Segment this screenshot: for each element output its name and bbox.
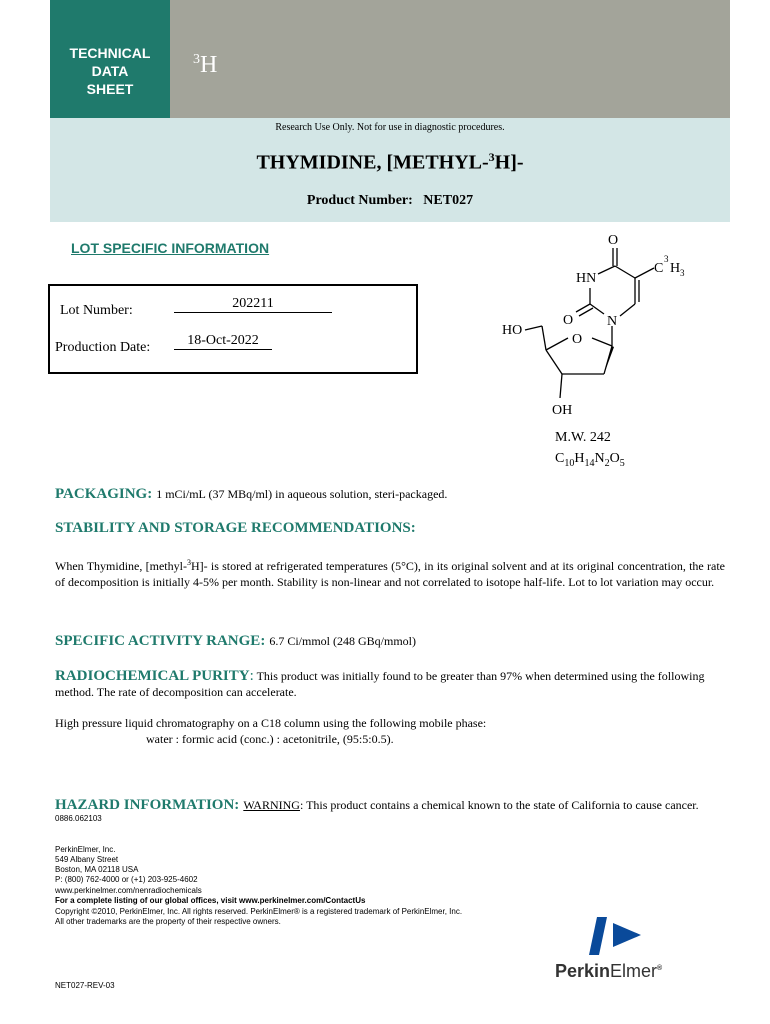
title-sup: 3 [488,150,495,164]
methyl-c-sup: 3 [664,254,669,264]
ho-label: HO [502,323,523,338]
isotope-label [193,52,217,79]
production-date-label: Production Date: [55,340,151,355]
address-phone: P: (800) 762-4000 or (+1) 203-925-4602 [55,875,198,884]
molecular-formula: $C_{10}H_{14}N_2O_5$ [555,451,625,469]
technical-data-sheet-badge [50,0,170,118]
hplc-line-1: High pressure liquid chromatography on a C18 column using the following mobile phase: [55,716,487,730]
product-number [50,193,730,209]
packaging-text: 1 mCi/mL (37 MBq/ml) in aqueous solution, steri-packaged. [156,487,448,501]
company-name: PerkinElmer, Inc. [55,845,116,854]
carbonyl-o-top: O [608,233,619,248]
logo-wordmark: PerkinElmer® [555,961,663,981]
packaging-section [55,485,735,503]
activity-text: 6.7 Ci/mmol (248 GBq/mmol) [269,634,416,648]
purity-heading: RADIOCHEMICAL PURITY [55,668,250,684]
purity-section: RADIOCHEMICAL PURITY: This product was initially found to be greater than 97% when determined using the following method. The rate of decomposition can accelerate. [55,668,705,699]
product-title [50,150,730,175]
hazard-section [55,796,745,814]
purity-text: This product was initially found to be greater than 97% when determined using the following method. The rate of decomposition can accelerate. [55,669,705,699]
carbonyl-o-left: O [563,313,574,328]
n-label: N [607,314,618,329]
logo-mark-icon [587,915,647,957]
isotope-mass: 3 [193,52,200,67]
copyright: Copyright ©2010, PerkinElmer, Inc. All rights reserved. PerkinElmer® is a registered trademark of PerkinElmer, Inc. [55,907,463,916]
footer-code: NET027-REV-03 [55,981,115,990]
lot-heading: LOT SPECIFIC INFORMATION [71,240,270,256]
hplc-line-2: water : formic acid (conc.) : acetonitrile, (95:5:0.5). [146,732,394,746]
ring-o-label: O [572,332,583,347]
badge-line-2: DATA [91,63,129,79]
badge-line-3: SHEET [86,81,134,97]
product-number-label: Product Number: [306,193,413,208]
title-main: THYMIDINE, [METHYL- [256,151,489,174]
hazard-text: : This product contains a chemical known to the state of California to cause cancer. [299,798,699,812]
stability-text: When Thymidine, [methyl-$^3$H]- is stored at refrigerated temperatures (5°C), in its original solvent and at its original concentration, the rate of decomposition is initially 4-5% per month. Stability is non-linear and not correlated to isotope half-life. Lot to lot variation may occur. [55,558,725,589]
address-city: Boston, MA 02118 USA [55,865,139,874]
activity-section [55,632,735,650]
production-date-value: 18-Oct-2022 [174,333,272,350]
product-number-value: NET027 [423,193,474,208]
molecular-weight: M.W. 242 [555,430,611,445]
lot-number-value: 202211 [174,296,332,313]
perkinelmer-logo [555,915,715,985]
global-offices-link[interactable]: For a complete listing of our global offices, visit www.perkinelmer.com/ContactUs [55,896,366,905]
methyl-h-sub: 3 [680,268,685,278]
badge-line-1: TECHNICAL [69,45,151,61]
methyl-c: C [654,261,664,276]
stability-heading: STABILITY AND STORAGE RECOMMENDATIONS: [55,520,416,536]
disclaimer: Research Use Only. Not for use in diagnostic procedures. [275,122,505,133]
hazard-warning: WARNING [243,798,300,812]
doc-code: 0886.062103 [55,814,102,823]
methyl-h: H [670,261,681,276]
packaging-heading: PACKAGING: [55,486,153,502]
lot-number-label: Lot Number: [60,303,133,318]
isotope-symbol: H [200,52,218,78]
activity-heading: SPECIFIC ACTIVITY RANGE: [55,633,266,649]
website-link[interactable]: www.perkinelmer.com/nenradiochemicals [55,886,202,895]
oh-label: OH [552,403,573,418]
hazard-heading: HAZARD INFORMATION: [55,797,240,813]
trademarks: All other trademarks are the property of their respective owners. [55,917,281,926]
nh-label: HN [576,271,597,286]
address-street: 549 Albany Street [55,855,119,864]
title-suffix: H]- [494,151,524,174]
